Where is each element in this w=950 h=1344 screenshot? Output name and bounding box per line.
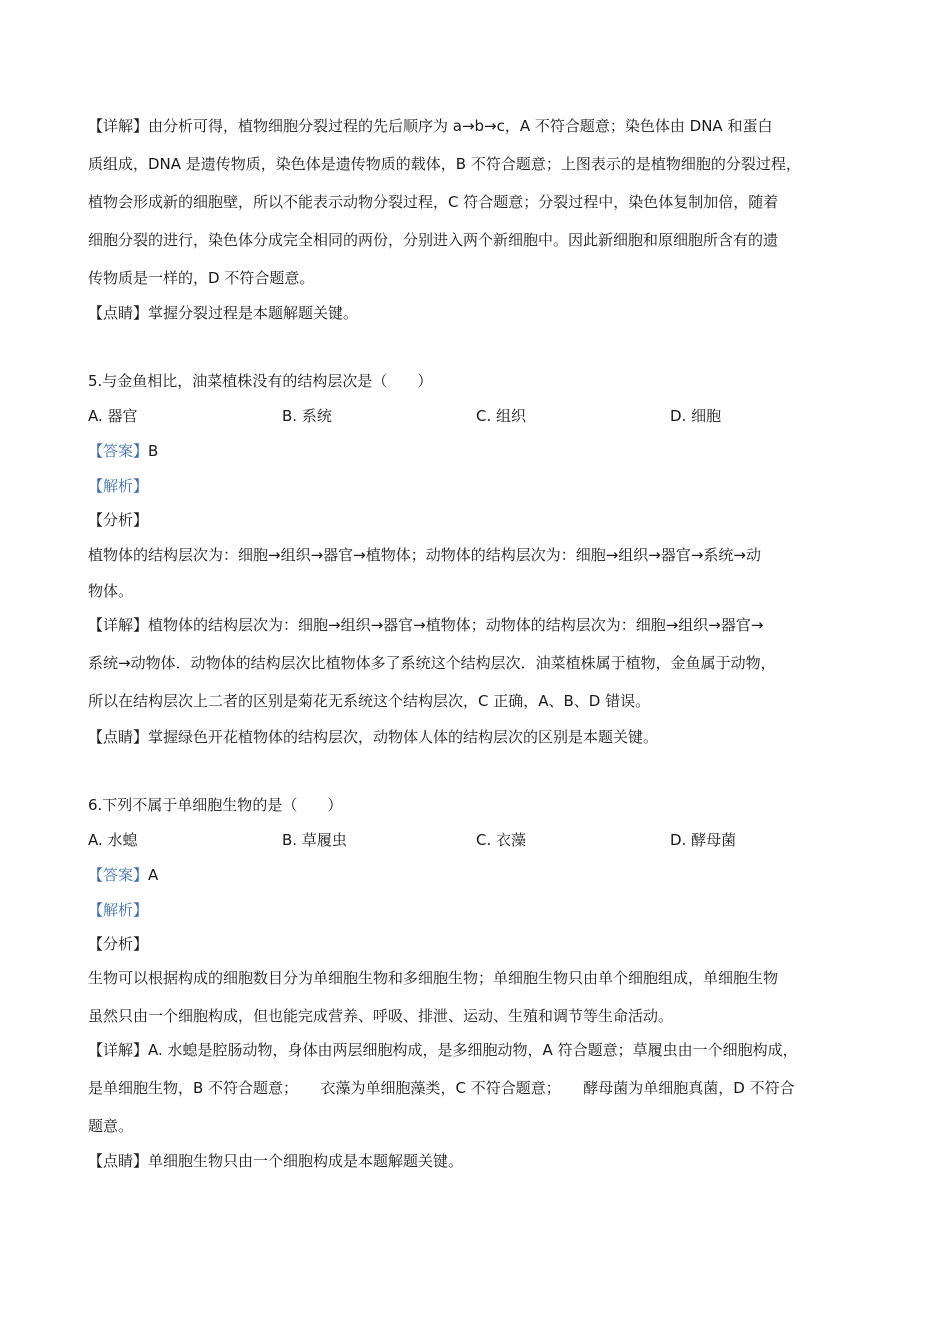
q5-analysis-line: 物体。 [88, 582, 134, 600]
question-6-stem: 6.下列不属于单细胞生物的是（ ） [88, 796, 343, 814]
question-5-stem: 5.与金鱼相比，油菜植株没有的结构层次是（ ） [88, 372, 433, 390]
q5-jiexi-label: 【解析】 [88, 477, 149, 495]
q6-key-point: 【点睛】单细胞生物只由一个细胞构成是本题解题关键。 [88, 1152, 464, 1170]
q5-key-point: 【点睛】掌握绿色开花植物体的结构层次，动物体人体的结构层次的区别是本题关键。 [88, 728, 659, 746]
q6-option-a: A. 水螅 [88, 831, 138, 849]
q5-option-d: D. 细胞 [670, 407, 722, 425]
q5-detail-line: 所以在结构层次上二者的区别是菊花无系统这个结构层次，C 正确，A、B、D 错误。 [88, 692, 651, 710]
explanation-line: 【详解】由分析可得，植物细胞分裂过程的先后顺序为 a→b→c，A 不符合题意；染色体由 DNA 和蛋白 [88, 117, 773, 135]
q6-option-b: B. 草履虫 [282, 831, 347, 849]
explanation-line: 细胞分裂的进行，染色体分成完全相同的两份，分别进入两个新细胞中。因此新细胞和原细胞所含有的遗 [88, 231, 779, 249]
q6-detail-line: 是单细胞生物，B 不符合题意； 衣藻为单细胞藻类，C 不符合题意； 酵母菌为单细胞真菌，D 不符合 [88, 1079, 795, 1097]
q6-option-c: C. 衣藻 [476, 831, 527, 849]
q6-analysis-line: 生物可以根据构成的细胞数目分为单细胞生物和多细胞生物；单细胞生物只由单个细胞组成，单细胞生物 [88, 969, 779, 987]
q5-answer [88, 441, 158, 461]
answer-value: A [148, 866, 159, 884]
q5-detail-line: 【详解】植物体的结构层次为：细胞→组织→器官→植物体；动物体的结构层次为：细胞→组织→器官→ [88, 616, 764, 634]
answer-label: 【答案】 [88, 866, 149, 884]
explanation-line: 质组成，DNA 是遗传物质，染色体是遗传物质的载体，B 不符合题意；上图表示的是植物细胞的分裂过程， [88, 155, 801, 173]
q6-detail-line: 【详解】A. 水螅是腔肠动物，身体由两层细胞构成，是多细胞动物，A 符合题意；草履虫由一个细胞构成， [88, 1041, 798, 1059]
answer-label: 【答案】 [88, 442, 149, 460]
q6-option-d: D. 酵母菌 [670, 831, 737, 849]
explanation-line: 植物会形成新的细胞壁，所以不能表示动物分裂过程，C 符合题意；分裂过程中，染色体复制加倍，随着 [88, 193, 779, 211]
q5-fenxi-label: 【分析】 [88, 511, 149, 529]
explanation-line: 传物质是一样的，D 不符合题意。 [88, 269, 315, 287]
q6-jiexi-label: 【解析】 [88, 901, 149, 919]
q5-analysis-line: 植物体的结构层次为：细胞→组织→器官→植物体；动物体的结构层次为：细胞→组织→器官→系统→动 [88, 546, 761, 564]
answer-value: B [148, 442, 159, 460]
q5-option-a: A. 器官 [88, 407, 138, 425]
q5-detail-line: 系统→动物体．动物体的结构层次比植物体多了系统这个结构层次．油菜植株属于植物，金鱼属于动物， [88, 654, 776, 672]
q6-fenxi-label: 【分析】 [88, 935, 149, 953]
q5-option-b: B. 系统 [282, 407, 332, 425]
q6-analysis-line: 虽然只由一个细胞构成，但也能完成营养、呼吸、排泄、运动、生殖和调节等生命活动。 [88, 1007, 674, 1025]
key-point: 【点睛】掌握分裂过程是本题解题关键。 [88, 304, 359, 322]
q5-option-c: C. 组织 [476, 407, 527, 425]
q6-detail-line: 题意。 [88, 1117, 134, 1135]
q6-answer [88, 865, 158, 885]
